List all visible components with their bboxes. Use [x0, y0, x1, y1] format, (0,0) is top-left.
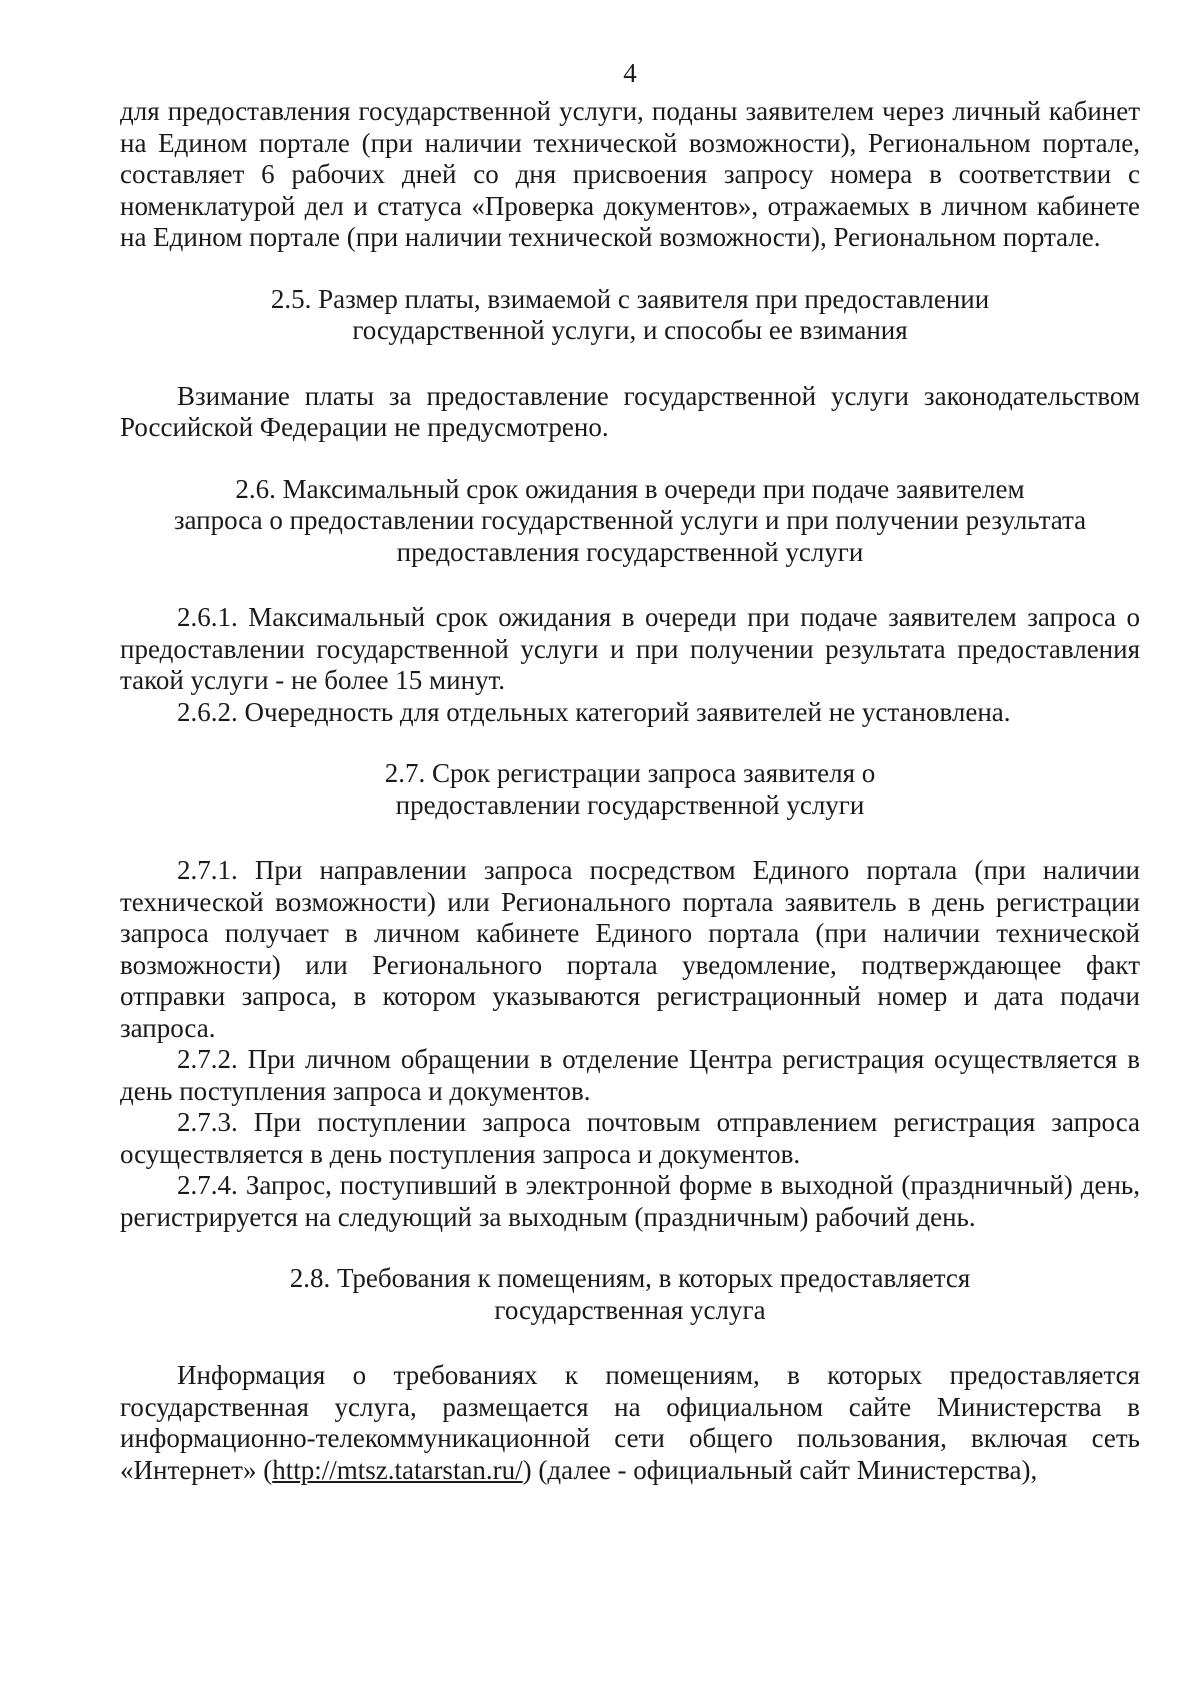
heading-2-5-line-2: государственной услуги, и способы ее взимания [352, 315, 908, 345]
heading-2-8 [120, 1263, 1140, 1326]
heading-2-6 [120, 474, 1140, 569]
heading-2-6-line-1: 2.6. Максимальный срок ожидания в очереди при подаче заявителем [235, 473, 1025, 504]
paragraph-2-7-2: 2.7.2. При личном обращении в отделение Центра регистрация осуществляется в день поступления запроса и документов. [120, 1044, 1140, 1106]
heading-2-6-line-3: предоставления государственной услуги [396, 536, 864, 567]
paragraph-2-8-text-before-link: Информация о требованиях к помещениям, в которых предоставляется государственная услуга, размещается на официальном сайте Министерства в информационно-телекоммуникационной сети общего пользования, включая сеть «Интернет» ( [120, 1360, 1140, 1485]
document-page [120, 58, 1140, 1486]
page-number: 4 [623, 58, 637, 88]
paragraph-2-6-2: 2.6.2. Очередность для отдельных категорий заявителей не установлена. [177, 696, 1011, 727]
paragraph-2-8 [120, 1360, 1140, 1486]
heading-2-5-line-1: 2.5. Размер платы, взимаемой с заявителя при предоставлении [270, 283, 990, 314]
heading-2-7 [120, 758, 1140, 821]
paragraph-2-6-1: 2.6.1. Максимальный срок ожидания в очереди при подаче заявителем запроса о предоставлении государственной услуги и при получении результата предоставления такой услуги - не более 15 минут. [120, 602, 1140, 695]
paragraph-intro: для предоставления государственной услуги, поданы заявителем через личный кабинет на Едином портале (при наличии технической возможности), Региональном портале, составляет 6 рабочих дней со дня присвоения запросу номера в соответствии с номенклатурой дел и статуса «Проверка документов», отражаемых в личном кабинете на Едином портале (при наличии технической возможности), Региональном портале. [120, 96, 1140, 252]
paragraph-2-7-4: 2.7.4. Запрос, поступивший в электронной форме в выходной (праздничный) день, регистрируется на следующий за выходным (праздничным) рабочий день. [120, 1170, 1140, 1232]
heading-2-7-line-1: 2.7. Срок регистрации запроса заявителя о [384, 758, 876, 788]
heading-2-6-line-2: запроса о предоставлении государственной услуги и при получении результата [173, 505, 1087, 535]
heading-2-5 [120, 284, 1140, 347]
paragraph-2-7-3: 2.7.3. При поступлении запроса почтовым отправлением регистрация запроса осуществляется в день поступления запроса и документов. [120, 1107, 1140, 1169]
heading-2-8-line-1: 2.8. Требования к помещениям, в которых предоставляется [289, 1263, 971, 1293]
ministry-website-link[interactable]: http://mtsz.tatarstan.ru/ [272, 1454, 523, 1485]
paragraph-2-5: Взимание платы за предоставление государственной услуги законодательством Российской Федерации не предусмотрено. [120, 380, 1140, 442]
heading-2-8-line-2: государственная услуга [494, 1294, 766, 1325]
heading-2-7-line-2: предоставлении государственной услуги [395, 789, 865, 820]
paragraph-2-7-1: 2.7.1. При направлении запроса посредством Единого портала (при наличии технической возможности) или Регионального портала заявитель в день регистрации запроса получает в личном кабинете Единого портала (при наличии технической возможности) или Регионального портала уведомление, подтверждающее факт отправки запроса, в котором указываются регистрационный номер и дата подачи запроса. [120, 855, 1140, 1043]
paragraph-2-8-text-after-link: ) (далее - официальный сайт Министерства), [522, 1454, 1038, 1485]
